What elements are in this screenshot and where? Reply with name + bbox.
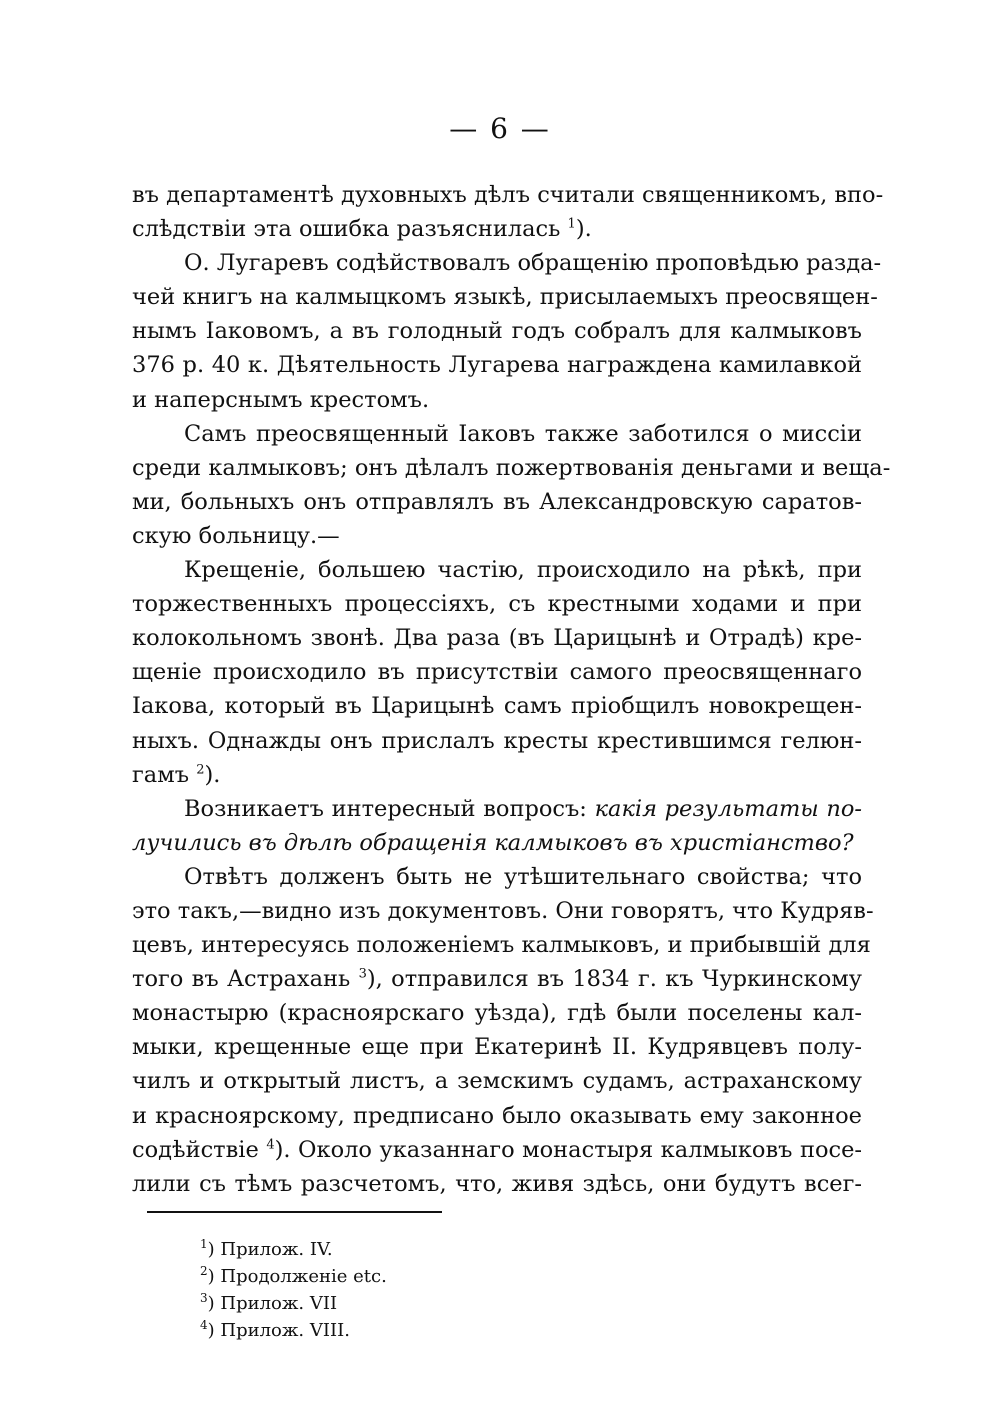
paragraph-4	[132, 553, 862, 792]
text-line: это такъ,—видно изъ документовъ. Они говорятъ, что Кудряв-	[132, 897, 874, 924]
text-line: среди калмыковъ; онъ дѣлалъ пожертвованія деньгами и веща-	[132, 454, 891, 481]
text-line: лучились въ дѣлѣ обращенія калмыковъ въ христіанство?	[132, 829, 854, 856]
footnote-ref-1[interactable]: 1	[567, 216, 576, 232]
text-line: Іакова, который въ Царицынѣ самъ пріобщилъ новокрещен-	[132, 693, 862, 720]
text-line: цевъ, интересуясь положеніемъ калмыковъ, и прибывшій для	[132, 932, 871, 959]
footnote-text: ) Прилож. IV.	[207, 1239, 333, 1260]
footnote-ref-2[interactable]: 2	[196, 762, 205, 778]
text-line: ми, больныхъ онъ отправлялъ въ Александровскую саратов-	[132, 488, 862, 515]
footnote-text: ) Прилож. VIII.	[207, 1320, 350, 1341]
text-line: нымъ Іаковомъ, а въ голодный годъ собралъ для калмыковъ	[132, 318, 862, 345]
text-line	[132, 212, 862, 246]
paragraph-2	[132, 246, 882, 416]
footnotes	[200, 1236, 387, 1344]
text-line-part: гамъ	[132, 761, 190, 788]
text-line: монастырю (красноярскаго уѣзда), гдѣ были поселены кал-	[132, 1000, 862, 1027]
footnote-ref-3[interactable]: 3	[358, 966, 367, 982]
footnote-ref-close: ).	[575, 216, 592, 243]
text-line	[132, 758, 862, 792]
text-line: торжественныхъ процессіяхъ, съ крестными ходами и при	[132, 591, 862, 618]
text-line: лили съ тѣмъ разсчетомъ, что, живя здѣсь, они будутъ всег-	[132, 1170, 862, 1197]
text-line: щеніе происходило въ присутствіи самого преосвященнаго	[132, 659, 862, 686]
text-line-part: , отправился въ 1834 г. къ Чуркинскому	[375, 966, 862, 993]
paragraph-6	[132, 860, 874, 1201]
footnote-text: ) Прилож. VII	[207, 1293, 338, 1314]
text-line: въ департаментѣ духовныхъ дѣлъ считали священникомъ, впо-	[132, 182, 884, 208]
text-line: Крещеніе, большею частію, происходило на рѣкѣ, при	[184, 557, 862, 584]
footnote-3	[200, 1290, 387, 1317]
page-number: — 6 —	[449, 112, 551, 145]
text-line: ныхъ. Однажды онъ прислалъ кресты крестившимся гелюн-	[132, 727, 862, 754]
text-line: 376 р. 40 к. Дѣятельность Лугарева награждена камилавкой	[132, 352, 862, 379]
question-italic: какія результаты по-	[594, 795, 863, 822]
text-line: колокольномъ звонѣ. Два раза (въ Царицынѣ и Отрадѣ) кре-	[132, 625, 862, 652]
text-line: и наперснымъ крестомъ.	[132, 386, 430, 413]
text-line-part: содѣйствіе	[132, 1136, 259, 1163]
text-line: чей книгъ на калмыцкомъ языкѣ, присылаемыхъ преосвящен-	[132, 284, 878, 311]
footnote-ref-4[interactable]: 4	[266, 1137, 275, 1153]
paragraph-1	[132, 178, 884, 246]
footnote-ref-close: )	[366, 966, 376, 993]
text-line: О. Лугаревъ содѣйствовалъ обращенію проповѣдью разда-	[184, 250, 882, 277]
text-line	[132, 792, 862, 826]
footnote-mark: 4	[200, 1318, 208, 1332]
footnote-mark: 1	[200, 1237, 208, 1251]
text-line-part: . Около указаннаго монастыря калмыковъ посе-	[283, 1136, 863, 1163]
footnote-1	[200, 1236, 387, 1263]
text-line	[132, 1133, 862, 1167]
text-line: чилъ и открытый листъ, а земскимъ судамъ, астраханскому	[132, 1068, 862, 1095]
text-line: мыки, крещенные еще при Екатеринѣ II. Кудрявцевъ полу-	[132, 1034, 862, 1061]
text-line-part: того въ Астрахань	[132, 966, 351, 993]
footnote-4	[200, 1317, 387, 1344]
footnote-mark: 3	[200, 1291, 208, 1305]
text-line: Самъ преосвященный Іаковъ также заботился о миссіи	[184, 420, 862, 447]
paragraph-5	[132, 792, 862, 860]
footnote-mark: 2	[200, 1264, 208, 1278]
footnote-2	[200, 1263, 387, 1290]
footnote-text: ) Продолженіе etc.	[207, 1266, 387, 1287]
text-line-part: слѣдствіи эта ошибка разъяснилась	[132, 216, 561, 243]
body-text	[132, 178, 891, 1201]
text-line: и красноярскому, предписано было оказывать ему законное	[132, 1102, 862, 1129]
text-line: скую больницу.—	[132, 522, 340, 549]
footnote-ref-close: ).	[204, 761, 221, 788]
text-line: Отвѣтъ долженъ быть не утѣшительнаго свойства; что	[184, 863, 862, 890]
text-line	[132, 962, 862, 996]
footnote-ref-close: )	[274, 1136, 284, 1163]
paragraph-3	[132, 417, 891, 553]
question-lead: Возникаетъ интересный вопросъ:	[184, 795, 587, 822]
footnote-divider	[147, 1211, 442, 1213]
